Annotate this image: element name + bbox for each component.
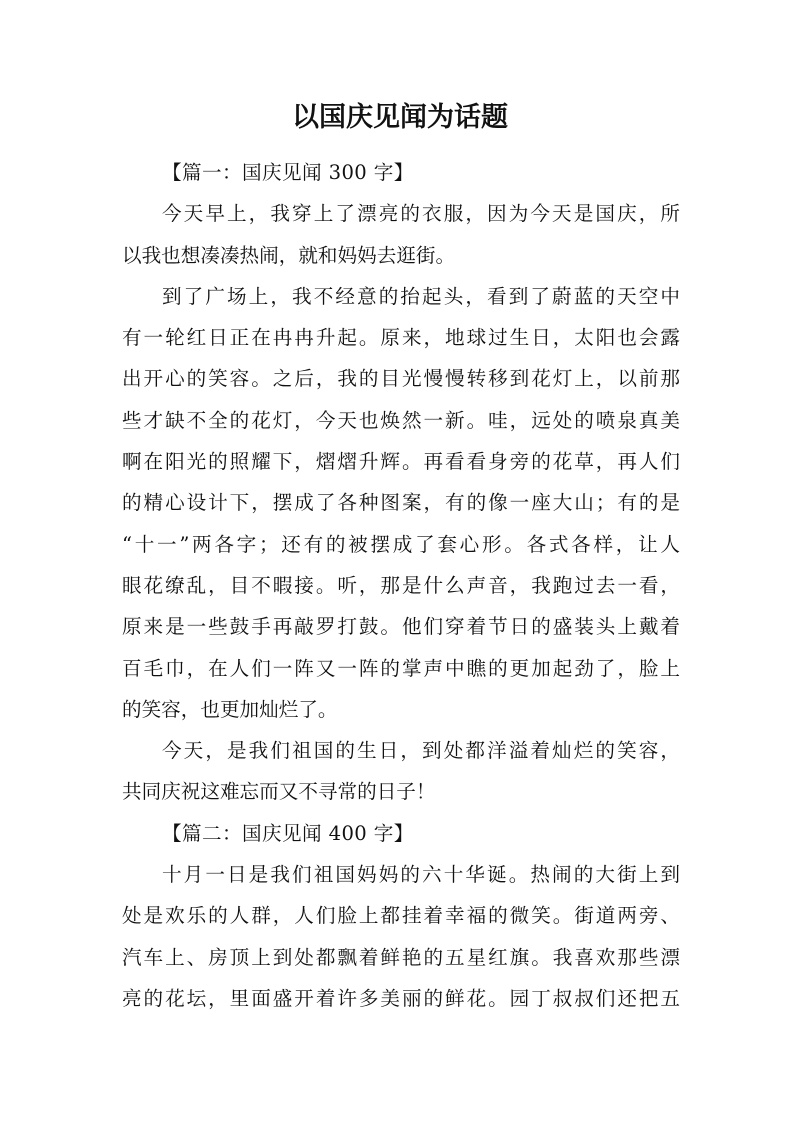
text-line: 百毛巾，在人们一阵又一阵的掌声中瞧的更加起劲了，脸上 <box>122 656 680 680</box>
text-line: 的笑容，也更加灿烂了。 <box>122 697 338 721</box>
text-line: 眼花缭乱，目不暇接。听，那是什么声音，我跑过去一看， <box>122 573 680 597</box>
document-title: 以国庆见闻为话题 <box>292 102 508 133</box>
text-line: 处是欢乐的人群，人们脸上都挂着幸福的微笑。街道两旁、 <box>122 904 680 928</box>
text-line: 今天，是我们祖国的生日，到处都洋溢着灿烂的笑容， <box>162 739 680 763</box>
section-heading-2: 【篇二：国庆见闻 400 字】 <box>162 821 414 845</box>
text-line: 出开心的笑容。之后，我的目光慢慢转移到花灯上，以前那 <box>122 367 680 391</box>
section-heading-1: 【篇一：国庆见闻 300 字】 <box>162 161 414 184</box>
paragraph-1 <box>122 193 680 276</box>
text-line: 的精心设计下，摆成了各种图案，有的像一座大山；有的是 <box>122 491 680 515</box>
paragraph-3 <box>122 730 680 813</box>
text-line: 共同庆祝这难忘而又不寻常的日子！ <box>122 780 436 804</box>
text-line: 十月一日是我们祖国妈妈的六十华诞。热闹的大街上到 <box>162 863 680 887</box>
text-line: 汽车上、房顶上到处都飘着鲜艳的五星红旗。我喜欢那些漂 <box>122 945 680 969</box>
text-line: 些才缺不全的花灯，今天也焕然一新。哇，远处的喷泉真美 <box>122 408 680 432</box>
text-line: 啊在阳光的照耀下，熠熠升辉。再看看身旁的花草，再人们 <box>122 450 680 474</box>
document-body <box>122 152 680 1019</box>
text-line: “十一”两各字；还有的被摆成了套心形。各式各样，让人 <box>122 532 680 556</box>
text-line: 有一轮红日正在冉冉升起。原来，地球过生日，太阳也会露 <box>122 326 680 350</box>
paragraph-2 <box>122 276 680 730</box>
text-line: 亮的花坛，里面盛开着许多美丽的鲜花。园丁叔叔们还把五 <box>122 986 680 1010</box>
paragraph-4 <box>122 854 680 1019</box>
text-line: 原来是一些鼓手再敲罗打鼓。他们穿着节日的盛装头上戴着 <box>122 615 680 639</box>
text-line: 到了广场上，我不经意的抬起头，看到了蔚蓝的天空中 <box>162 284 680 308</box>
text-line: 今天早上，我穿上了漂亮的衣服，因为今天是国庆，所 <box>162 202 680 226</box>
text-line: 以我也想凑凑热闹，就和妈妈去逛街。 <box>122 243 456 267</box>
